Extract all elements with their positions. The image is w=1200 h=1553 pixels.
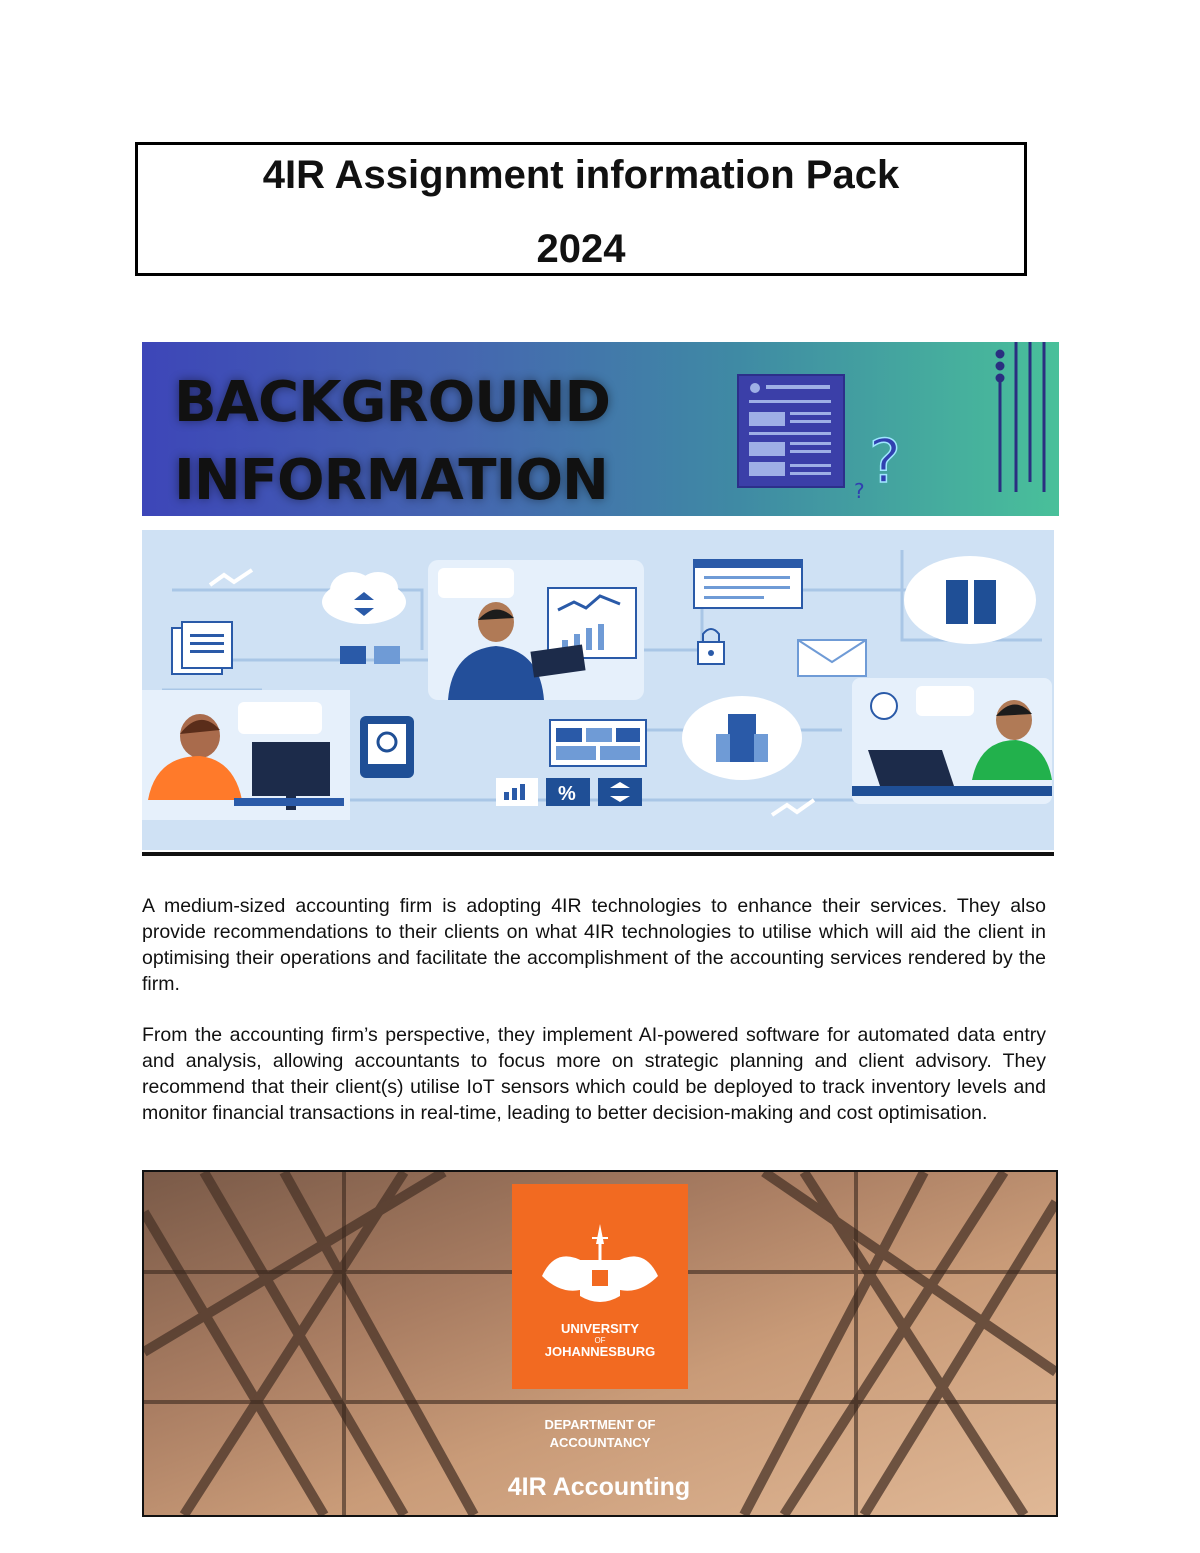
banner-heading (174, 364, 610, 516)
banner-line-2: INFORMATION (174, 448, 608, 513)
horizontal-rule (142, 852, 1054, 856)
documents-icon (172, 622, 232, 674)
firm-perspective-paragraph: From the accounting firm’s perspective, they implement AI-powered software for automated data entry and analysis, allowing accountants to focus more on strategic planning and client advisory. They recommend that their client(s) utilise IoT sensors which could be deployed to track inventory levels and monitor financial transactions in real-time, leading to better decision-making and cost optimisation. (142, 1024, 1046, 1124)
support-agent (142, 690, 350, 820)
browser-window-icon (694, 560, 802, 608)
uj-name-line-2: JOHANNESBURG (544, 1344, 656, 1359)
uj-logo (512, 1184, 688, 1389)
trend-icon (210, 570, 252, 585)
brand-title: 4IR Accounting (507, 1473, 691, 1501)
document-year: 2024 (536, 227, 626, 271)
background-information-banner (142, 342, 1059, 516)
check-tag (340, 646, 366, 664)
cloud-icon (322, 572, 406, 624)
server-icon (904, 556, 1036, 644)
svg-text:?: ? (854, 479, 865, 503)
uj-crest-icon (512, 1184, 688, 1314)
dashboard-window-icon (550, 720, 646, 766)
uj-name-of: OF (594, 1336, 606, 1345)
uj-name-line-1: UNIVERSITY (560, 1321, 639, 1336)
department-label (512, 1416, 688, 1452)
businessman-panel (428, 560, 644, 700)
percent-label: % (558, 783, 576, 805)
trend-icon-2 (772, 800, 814, 815)
title-box (135, 142, 1027, 276)
banner-line-1: BACKGROUND (174, 370, 611, 435)
svg-text:?: ? (869, 427, 901, 497)
envelope-icon (798, 640, 866, 676)
illustration-graphics (142, 530, 1054, 850)
document-icon (738, 375, 844, 487)
department-line-1: DEPARTMENT OF (544, 1417, 656, 1432)
digital-accounting-illustration (142, 530, 1054, 850)
uj-cover-image (142, 1170, 1058, 1517)
document-title: 4IR Assignment information Pack (262, 153, 900, 197)
tablet-icon (360, 716, 414, 778)
department-line-2: ACCOUNTANCY (549, 1435, 651, 1450)
circuit-lines (997, 342, 1044, 492)
question-mark-icon (854, 427, 901, 503)
laptop-user (852, 678, 1052, 804)
building-icon (682, 696, 802, 780)
intro-paragraph: A medium-sized accounting firm is adopting 4IR technologies to enhance their services. They also provide recommendations to their clients on what 4IR technologies to utilise which will aid the client in optimising their operations and facilitate the accomplishment of the accounting services rendered by the firm. (142, 895, 1046, 995)
